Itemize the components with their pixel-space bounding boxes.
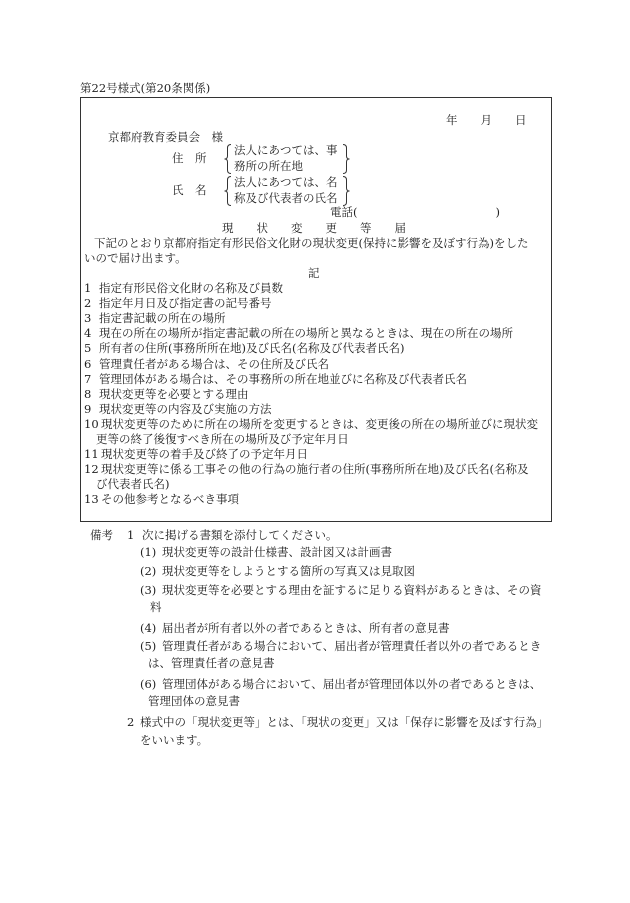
remark-text: 次に掲げる書類を添付してください。 <box>142 528 338 542</box>
remark-text-continuation: をいいます。 <box>140 733 209 747</box>
list-item: 現状変更等に係る工事その他の行為の施行者の住所(事務所所在地)及び氏名(名称及 <box>101 462 529 476</box>
doc-item-continuation: 管理団体の意見書 <box>148 694 240 708</box>
list-item-continuation: び代表者氏名) <box>96 477 170 491</box>
item-number: 10 <box>84 417 99 431</box>
list-item: 現状変更等の内容及び実施の方法 <box>99 402 272 416</box>
remarks-label: 備考 <box>90 528 113 542</box>
doc-item: 現状変更等をしようとする箇所の写真又は見取図 <box>162 564 415 578</box>
doc-item-continuation: は、管理責任者の意見書 <box>148 656 275 670</box>
addressee: 京都府教育委員会 様 <box>108 130 223 144</box>
list-item: その他参考となるべき事項 <box>101 492 239 506</box>
doc-item: 届出者が所有者以外の者であるときは、所有者の意見書 <box>162 621 450 635</box>
item-number: 13 <box>84 492 99 506</box>
right-brace-icon <box>342 176 350 206</box>
address-label: 住 所 <box>172 151 207 165</box>
item-number: 8 <box>84 387 92 401</box>
form-number: 第22号様式(第20条関係) <box>80 81 211 95</box>
doc-item: 現状変更等の設計仕様書、設計図又は計画書 <box>162 545 392 559</box>
item-number: 6 <box>84 357 92 371</box>
name-label: 氏 名 <box>172 183 207 197</box>
item-number: 11 <box>84 447 99 461</box>
address-note-line2: 務所の所在地 <box>234 159 303 173</box>
item-number: 2 <box>84 296 92 310</box>
doc-item: 管理団体がある場合において、届出者が管理団体以外の者であるときは、 <box>162 677 542 691</box>
doc-item-continuation: 料 <box>150 600 162 614</box>
phone-line: 電話( ) <box>330 205 500 219</box>
name-note-line1: 法人にあつては、名 <box>234 175 338 189</box>
item-number: 3 <box>84 311 92 325</box>
document-title: 現 状 変 更 等 届 <box>222 221 406 235</box>
list-item: 指定有形民俗文化財の名称及び員数 <box>99 281 283 295</box>
list-item: 指定書記載の所在の場所 <box>99 311 226 325</box>
item-number: 7 <box>84 372 92 386</box>
date-line: 年 月 日 <box>446 113 527 127</box>
list-item: 管理責任者がある場合は、その住所及び氏名 <box>99 357 329 371</box>
list-item: 管理団体がある場合は、その事務所の所在地並びに名称及び代表者氏名 <box>99 372 467 386</box>
right-brace-icon <box>342 144 350 174</box>
item-number: 12 <box>84 462 99 476</box>
doc-number: (5) <box>140 639 157 653</box>
doc-item: 管理責任者がある場合において、届出者が管理責任者以外の者であるとき <box>162 639 542 653</box>
item-number: 1 <box>84 281 92 295</box>
left-brace-icon <box>224 176 232 206</box>
item-number: 5 <box>84 341 92 355</box>
address-note-line1: 法人にあつては、事 <box>234 143 338 157</box>
doc-number: (3) <box>140 583 157 597</box>
list-item: 現在の所在の場所が指定書記載の所在の場所と異なるときは、現在の所在の場所 <box>99 326 513 340</box>
list-item: 現状変更等の着手及び終了の予定年月日 <box>101 447 308 461</box>
doc-item: 現状変更等を必要とする理由を証するに足りる資料があるときは、その資 <box>162 583 542 597</box>
list-item-continuation: 更等の終了後復すべき所在の場所及び予定年月日 <box>96 432 349 446</box>
name-note-line2: 称及び代表者の氏名 <box>234 191 338 205</box>
list-item: 指定年月日及び指定書の記号番号 <box>99 296 272 310</box>
doc-number: (6) <box>140 677 157 691</box>
list-item: 現状変更等のために所在の場所を変更するときは、変更後の所在の場所並びに現状変 <box>101 417 538 431</box>
remark-number: 1 <box>127 528 135 542</box>
doc-number: (1) <box>140 545 157 559</box>
remark-text: 様式中の「現状変更等」とは、「現状の変更」又は「保存に影響を及ぼす行為」 <box>140 715 549 729</box>
remark-number: 2 <box>127 715 135 729</box>
list-item: 所有者の住所(事務所所在地)及び氏名(名称及び代表者氏名) <box>99 341 405 355</box>
item-number: 9 <box>84 402 92 416</box>
doc-number: (4) <box>140 621 157 635</box>
body-line2: いので届け出ます。 <box>84 251 187 265</box>
ki-heading: 記 <box>308 266 320 280</box>
left-brace-icon <box>224 144 232 174</box>
item-number: 4 <box>84 326 92 340</box>
body-line1: 下記のとおり京都府指定有形民俗文化財の現状変更(保持に影響を及ぼす行為)をした <box>94 236 529 250</box>
list-item: 現状変更等を必要とする理由 <box>99 387 249 401</box>
doc-number: (2) <box>140 564 157 578</box>
